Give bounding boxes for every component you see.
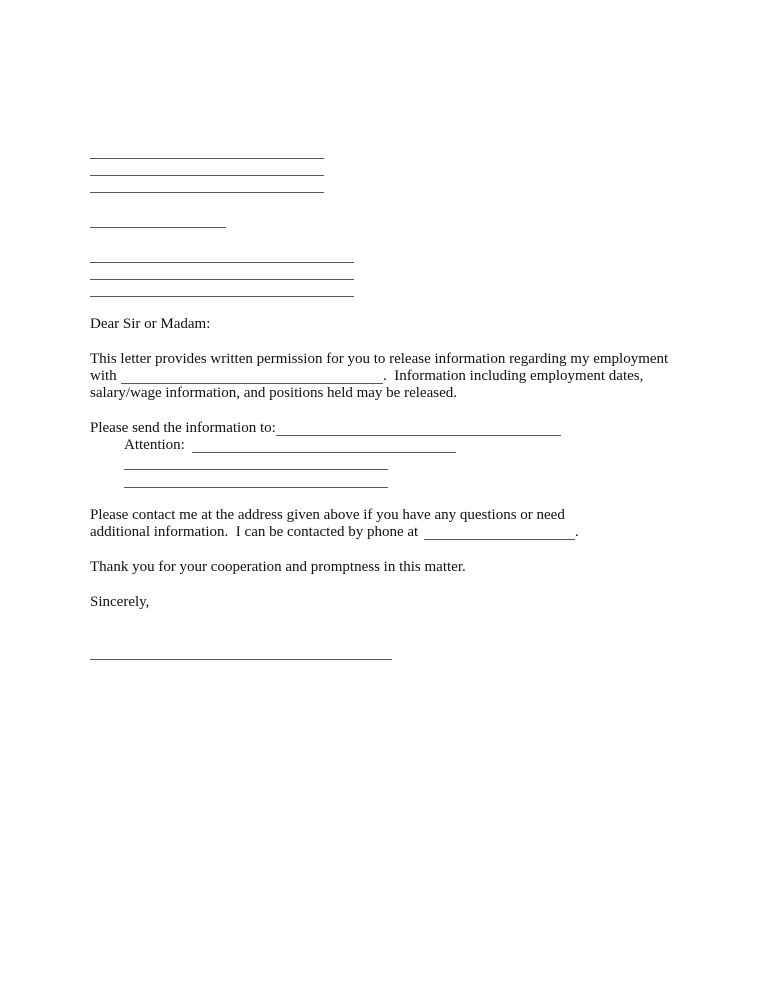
sender-name-line[interactable] xyxy=(90,158,324,159)
closing: Sincerely, xyxy=(90,594,150,610)
send-to-line[interactable] xyxy=(276,435,561,436)
para2-end: . xyxy=(575,524,579,540)
recipient-street-line[interactable] xyxy=(90,279,354,280)
sender-city-line[interactable] xyxy=(90,192,324,193)
para2-line1: Please contact me at the address given above if you have any questions or need xyxy=(90,507,565,523)
recipient-city-line[interactable] xyxy=(90,296,354,297)
send-to-label: Please send the information to: xyxy=(90,420,276,436)
para1-line2-rest: . Information including employment dates, xyxy=(383,368,644,384)
date-line[interactable] xyxy=(90,227,226,228)
recipient-name-line[interactable] xyxy=(90,262,354,263)
attention-line[interactable] xyxy=(192,452,456,453)
para1-line1: This letter provides written permission for you to release information regarding my employment xyxy=(90,351,669,367)
para1-with: with xyxy=(90,368,117,384)
salutation: Dear Sir or Madam: xyxy=(90,316,211,332)
send-address-line-1[interactable] xyxy=(124,469,388,470)
sender-street-line[interactable] xyxy=(90,175,324,176)
para2-line2: additional information. I can be contacted by phone at xyxy=(90,524,419,540)
send-address-line-2[interactable] xyxy=(124,487,388,488)
signature-line[interactable] xyxy=(90,659,392,660)
employer-name-line[interactable] xyxy=(121,383,383,384)
attention-label: Attention: xyxy=(124,437,185,453)
thanks-line: Thank you for your cooperation and promptness in this matter. xyxy=(90,559,466,575)
para1-line3: salary/wage information, and positions held may be released. xyxy=(90,385,457,401)
phone-line[interactable] xyxy=(424,539,575,540)
